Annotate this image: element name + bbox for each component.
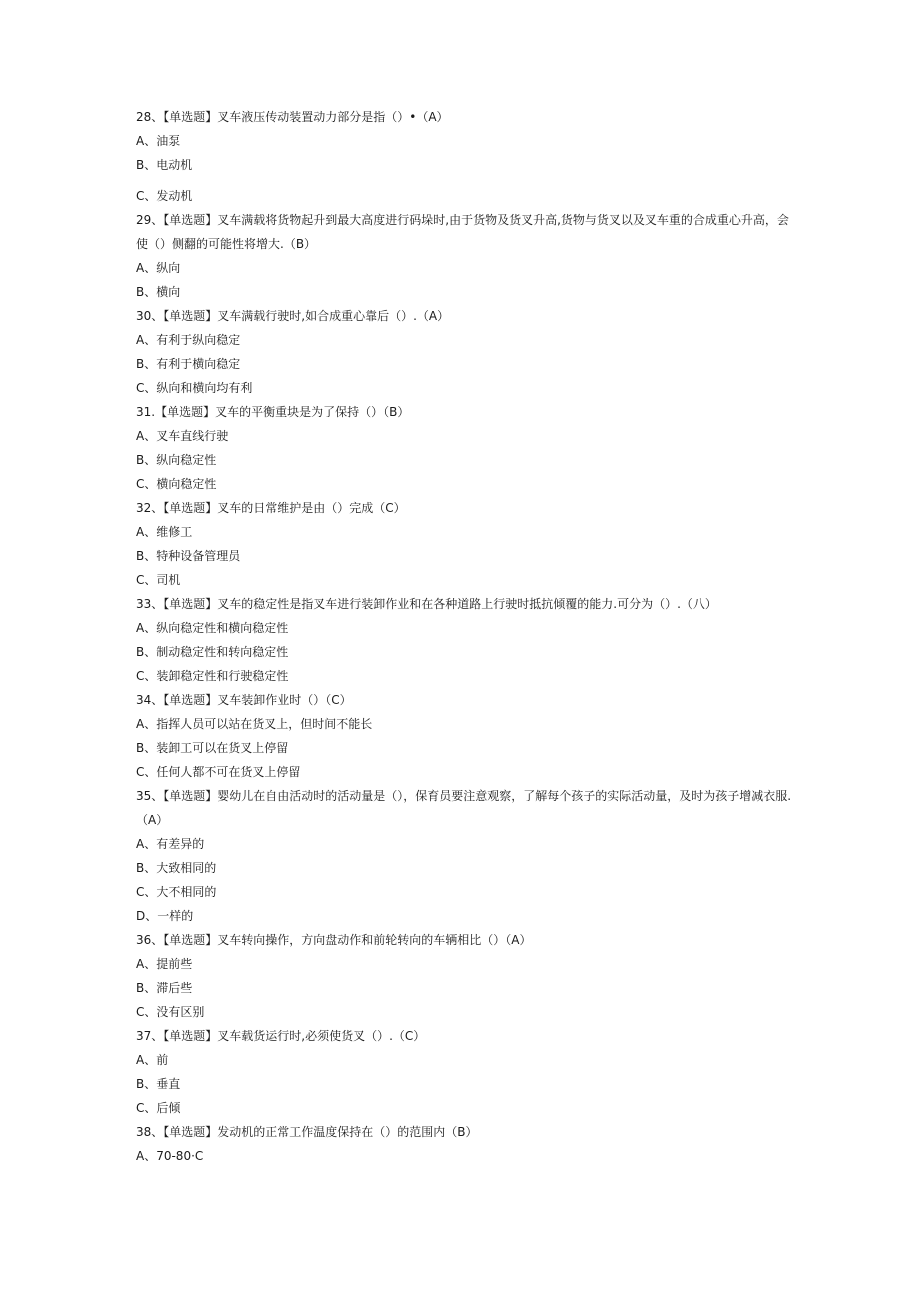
question-34: 34、【单选题】叉车装卸作业时（）（C） <box>136 693 352 707</box>
option-a: A、纵向稳定性和横向稳定性 <box>136 621 289 635</box>
question-31: 31.【单选题】叉车的平衡重块是为了保持（）（B） <box>136 405 410 419</box>
question-29: 29、【单选题】叉车满载将货物起升到最大高度进行码垛时,由于货物及货叉升高,货物与货叉以及叉车重的合成重心升高，会使（）侧翻的可能性将增大.（B） <box>136 213 789 251</box>
option-b: B、大致相同的 <box>136 861 217 875</box>
option-b: B、横向 <box>136 285 181 299</box>
option-c: C、发动机 <box>136 189 193 203</box>
question-35: 35、【单选题】婴幼儿在自由活动时的活动量是（），保育员要注意观察，了解每个孩子的实际活动量，及时为孩子增减衣服.（A） <box>136 789 792 827</box>
option-c: C、横向稳定性 <box>136 477 217 491</box>
option-a: A、有差异的 <box>136 837 205 851</box>
option-c: C、装卸稳定性和行驶稳定性 <box>136 669 289 683</box>
option-a: A、指挥人员可以站在货叉上，但时间不能长 <box>136 717 373 731</box>
option-b: B、特种设备管理员 <box>136 549 241 563</box>
question-30: 30、【单选题】叉车满载行驶时,如合成重心靠后（）.（A） <box>136 309 450 323</box>
option-a: A、维修工 <box>136 525 193 539</box>
option-a: A、70-80·C <box>136 1149 204 1163</box>
question-36: 36、【单选题】叉车转向操作，方向盘动作和前轮转向的车辆相比（）（A） <box>136 933 532 947</box>
option-b: B、纵向稳定性 <box>136 453 217 467</box>
option-a: A、有利于纵向稳定 <box>136 333 241 347</box>
option-c: C、后倾 <box>136 1101 181 1115</box>
option-c: C、大不相同的 <box>136 885 217 899</box>
question-37: 37、【单选题】叉车载货运行时,必须使货叉（）.（C） <box>136 1029 426 1043</box>
option-c: C、没有区别 <box>136 1005 205 1019</box>
option-d: D、一样的 <box>136 909 194 923</box>
option-b: B、制动稳定性和转向稳定性 <box>136 645 289 659</box>
option-a: A、纵向 <box>136 261 181 275</box>
option-b: B、垂直 <box>136 1077 181 1091</box>
option-a: A、前 <box>136 1053 169 1067</box>
option-c: C、任何人都不可在货叉上停留 <box>136 765 301 779</box>
question-32: 32、【单选题】叉车的日常维护是由（）完成（C） <box>136 501 406 515</box>
option-b: B、电动机 <box>136 158 193 172</box>
option-a: A、油泵 <box>136 134 181 148</box>
question-list <box>136 105 796 1168</box>
option-b: B、有利于横向稳定 <box>136 357 241 371</box>
option-b: B、装卸工可以在货叉上停留 <box>136 741 289 755</box>
question-28: 28、【单选题】叉车液压传动装置动力部分是指（）•（A） <box>136 110 449 124</box>
option-a: A、叉车直线行驶 <box>136 429 229 443</box>
option-c: C、司机 <box>136 573 181 587</box>
question-38: 38、【单选题】发动机的正常工作温度保持在（）的范围内（B） <box>136 1125 478 1139</box>
option-c: C、纵向和横向均有利 <box>136 381 253 395</box>
question-33: 33、【单选题】叉车的稳定性是指叉车进行装卸作业和在各种道路上行驶时抵抗倾覆的能力.可分为（）.（八） <box>136 597 717 611</box>
option-a: A、提前些 <box>136 957 193 971</box>
option-b: B、滞后些 <box>136 981 193 995</box>
